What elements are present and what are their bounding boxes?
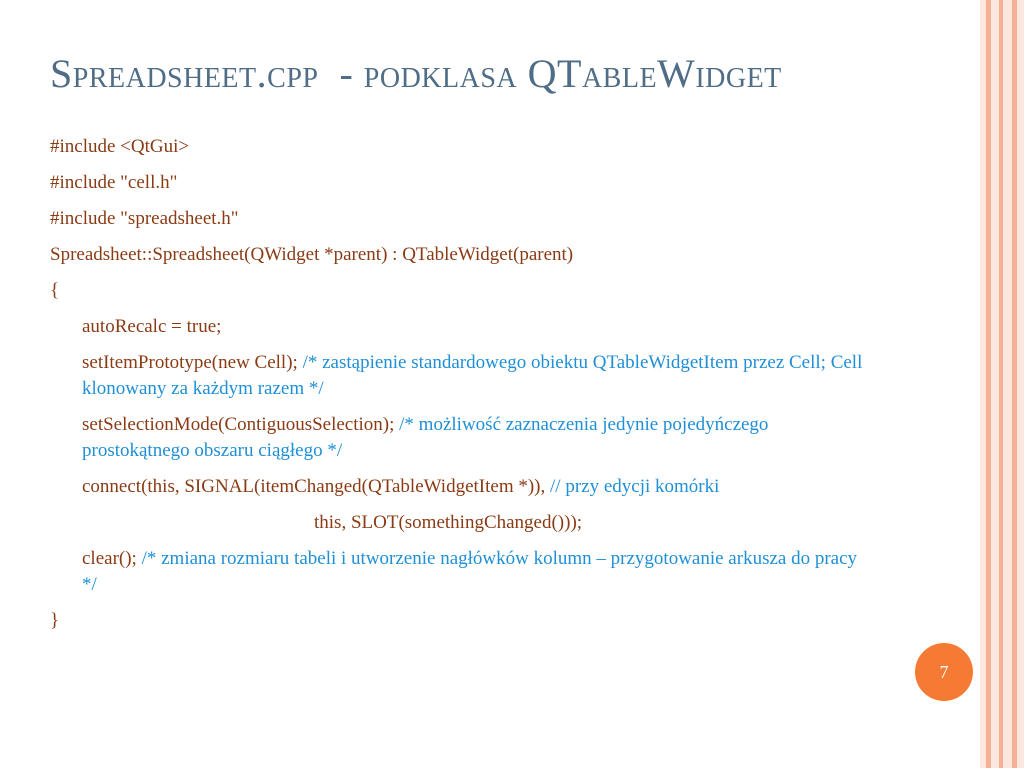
code-comment: // przy edycji komórki: [550, 476, 720, 497]
code-statement: connect(this, SIGNAL(itemChanged(QTableWidgetItem *)),: [82, 476, 551, 497]
page-number-badge: 7: [915, 643, 973, 701]
code-line-open-brace: {: [50, 280, 60, 301]
code-statement: clear();: [82, 548, 142, 569]
code-line-connect: [50, 474, 870, 500]
code-comment: /* zastąpienie standardowego obiektu QTableWidgetItem przez Cell; Cell klonowany za każdym razem */: [82, 352, 863, 399]
code-statement: setSelectionMode(ContiguousSelection);: [82, 414, 400, 435]
code-line-autorecalc: autoRecalc = true;: [82, 316, 222, 337]
code-line-slot: this, SLOT(somethingChanged()));: [314, 512, 583, 533]
code-comment: /* możliwość zaznaczenia jedynie pojedyńczego prostokątnego obszaru ciągłego */: [82, 414, 769, 461]
code-comment: /* zmiana rozmiaru tabeli i utworzenie nagłówków kolumn – przygotowanie arkusza do pracy */: [82, 548, 858, 595]
code-line-clear: [50, 546, 870, 598]
code-line-setitemprototype: [50, 350, 870, 402]
slide-title: Spreadsheet.cpp - podklasa QTableWidget: [50, 51, 782, 96]
code-line-close-brace: }: [50, 610, 60, 631]
code-block: [50, 134, 870, 644]
decorative-side-stripes: [980, 0, 1024, 768]
code-line-include-qtgui: #include <QtGui>: [50, 136, 190, 157]
code-line-setselectionmode: [50, 412, 870, 464]
code-line-constructor: Spreadsheet::Spreadsheet(QWidget *parent) : QTableWidget(parent): [50, 244, 574, 265]
code-statement: setItemPrototype(new Cell);: [82, 352, 303, 373]
code-line-include-cell: #include "cell.h": [50, 172, 178, 193]
code-line-include-spreadsheet: #include "spreadsheet.h": [50, 208, 239, 229]
